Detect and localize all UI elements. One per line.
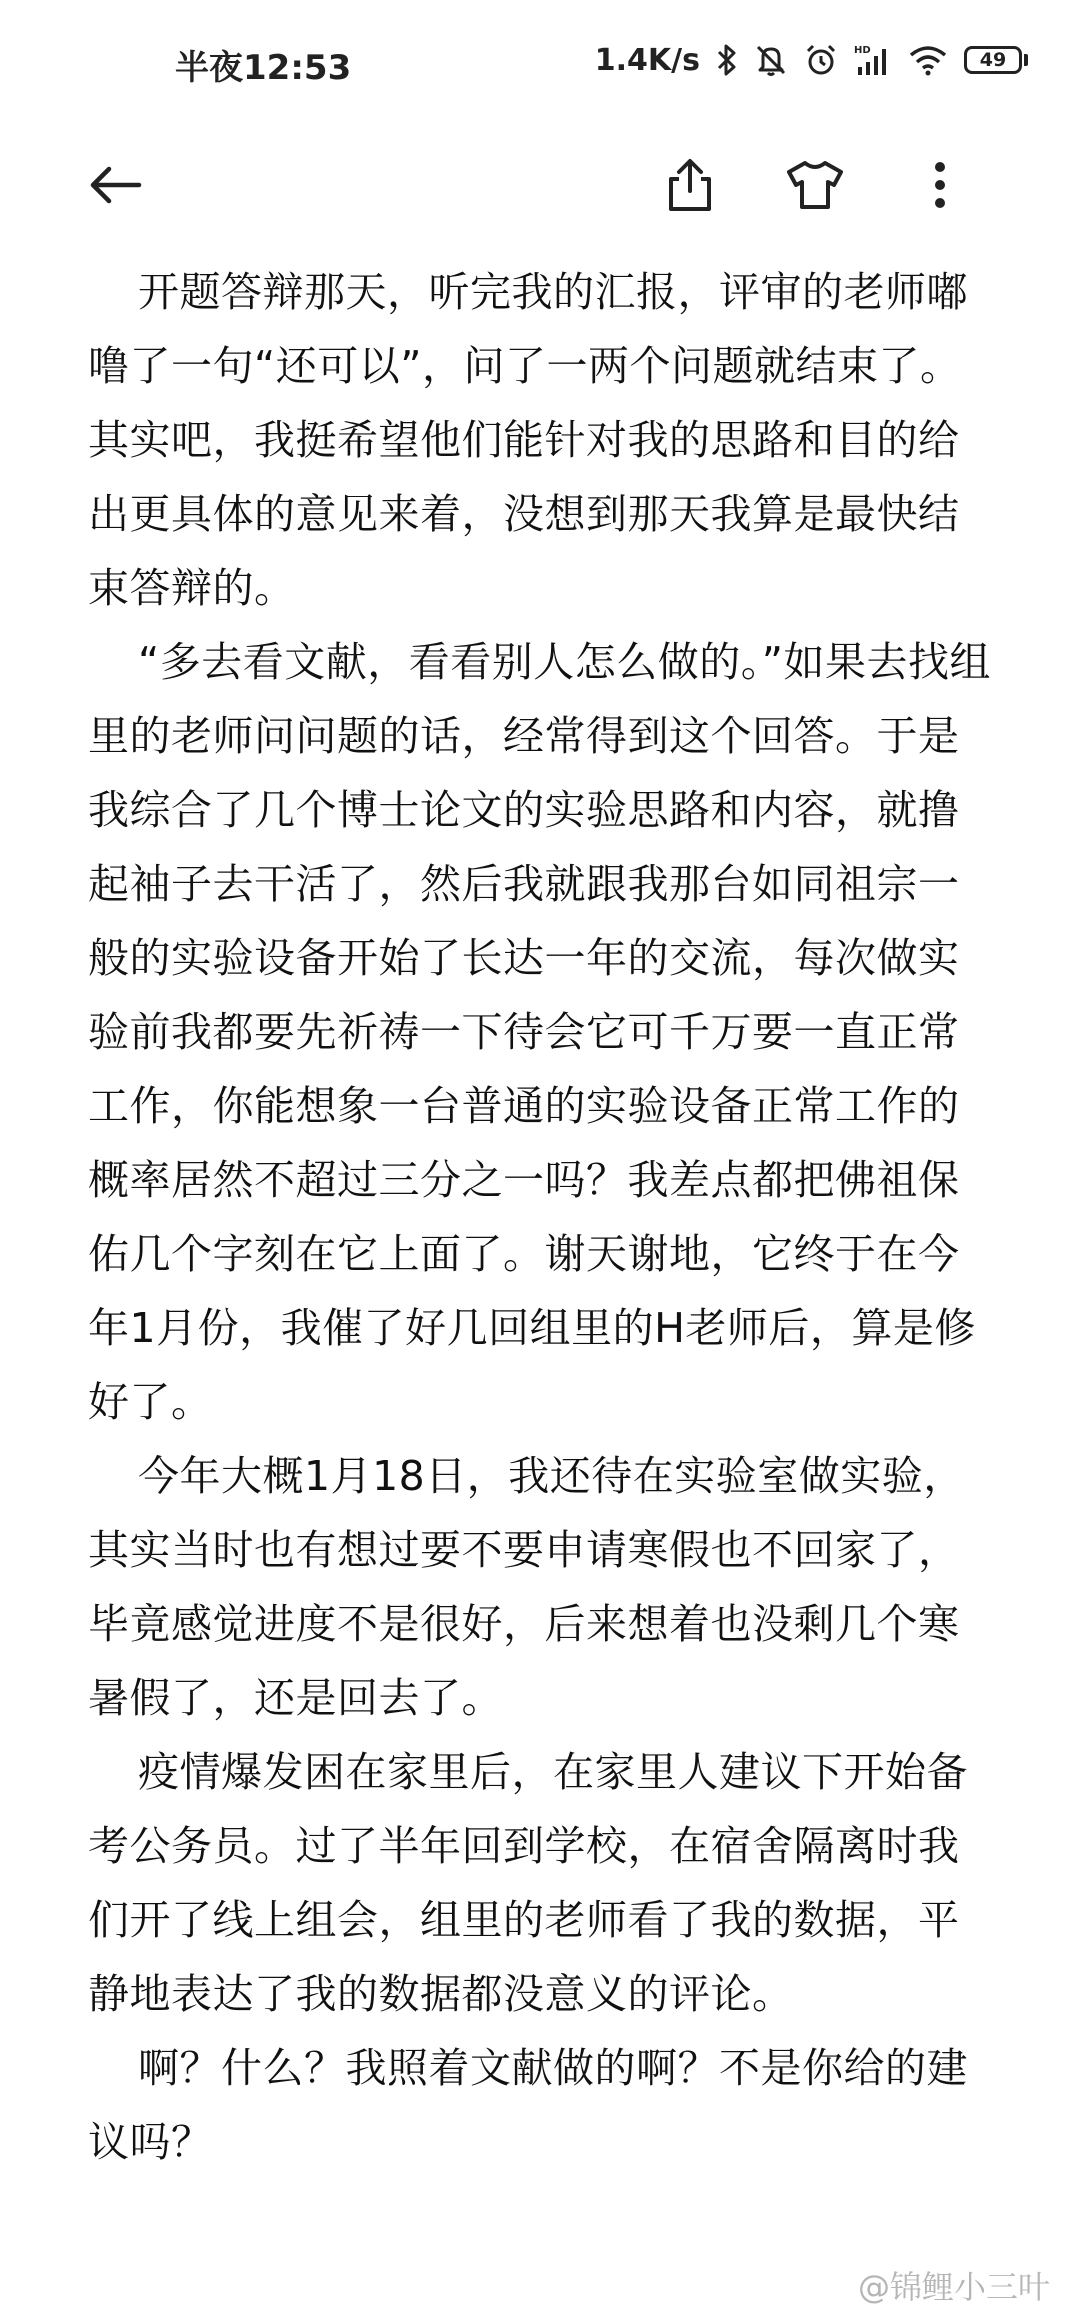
network-speed: 1.4K/s xyxy=(594,42,700,78)
watermark: @锦鲤小三叶 xyxy=(857,2268,1050,2306)
share-icon xyxy=(665,157,715,213)
alarm-icon xyxy=(804,43,838,77)
battery-level: 49 xyxy=(964,46,1022,74)
svg-text:HD: HD xyxy=(854,45,871,56)
status-icons xyxy=(595,38,1028,82)
share-button[interactable] xyxy=(655,150,725,220)
wifi-icon xyxy=(908,44,948,76)
theme-button[interactable] xyxy=(780,150,850,220)
mute-icon xyxy=(754,43,788,77)
battery-icon xyxy=(964,46,1028,74)
more-options-button[interactable] xyxy=(905,150,975,220)
paragraph: 今年大概1月18日，我还待在实验室做实验，其实当时也有想过要不要申请寒假也不回家了，毕竟感觉进度不是很好，后来想着也没剩几个寒暑假了，还是回去了。 xyxy=(88,1452,965,1722)
paragraph: “多去看文献，看看别人怎么做的。”如果去找组里的老师问问题的话，经常得到这个回答。于是我综合了几个博士论文的实验思路和内容，就撸起袖子去干活了，然后我就跟我那台如同祖宗一般的实验设备开始了长达一年的交流，每次做实验前我都要先祈祷一下待会它可千万要一直正常工作，你能想象一台普通的实验设备正常工作的概率居然不超过三分之一吗？我差点都把佛祖保佑几个字刻在它上面了。谢天谢地，它终于在今年1月份，我催了好几回组里的H老师后，算是修好了。 xyxy=(88,638,991,1426)
hd-signal-icon xyxy=(854,43,892,77)
status-bar xyxy=(0,0,1080,120)
status-time: 半夜12:53 xyxy=(175,48,352,88)
paragraph: 啊？什么？我照着文献做的啊？不是你给的建议吗？ xyxy=(88,2044,968,2166)
paragraph: 开题答辩那天，听完我的汇报，评审的老师嘟噜了一句“还可以”，问了一两个问题就结束了。其实吧，我挺希望他们能针对我的思路和目的给出更具体的意见来着，没想到那天我算是最快结束答辩的。 xyxy=(88,268,968,612)
more-vertical-icon xyxy=(932,159,948,211)
app-bar xyxy=(0,130,1080,240)
back-button[interactable] xyxy=(80,150,150,220)
bluetooth-icon xyxy=(716,43,738,77)
theme-shirt-icon xyxy=(785,159,845,211)
article-body xyxy=(88,255,1000,2179)
paragraph: 疫情爆发困在家里后，在家里人建议下开始备考公务员。过了半年回到学校，在宿舍隔离时我们开了线上组会，组里的老师看了我的数据，平静地表达了我的数据都没意义的评论。 xyxy=(88,1748,968,2018)
back-arrow-icon xyxy=(87,165,143,205)
